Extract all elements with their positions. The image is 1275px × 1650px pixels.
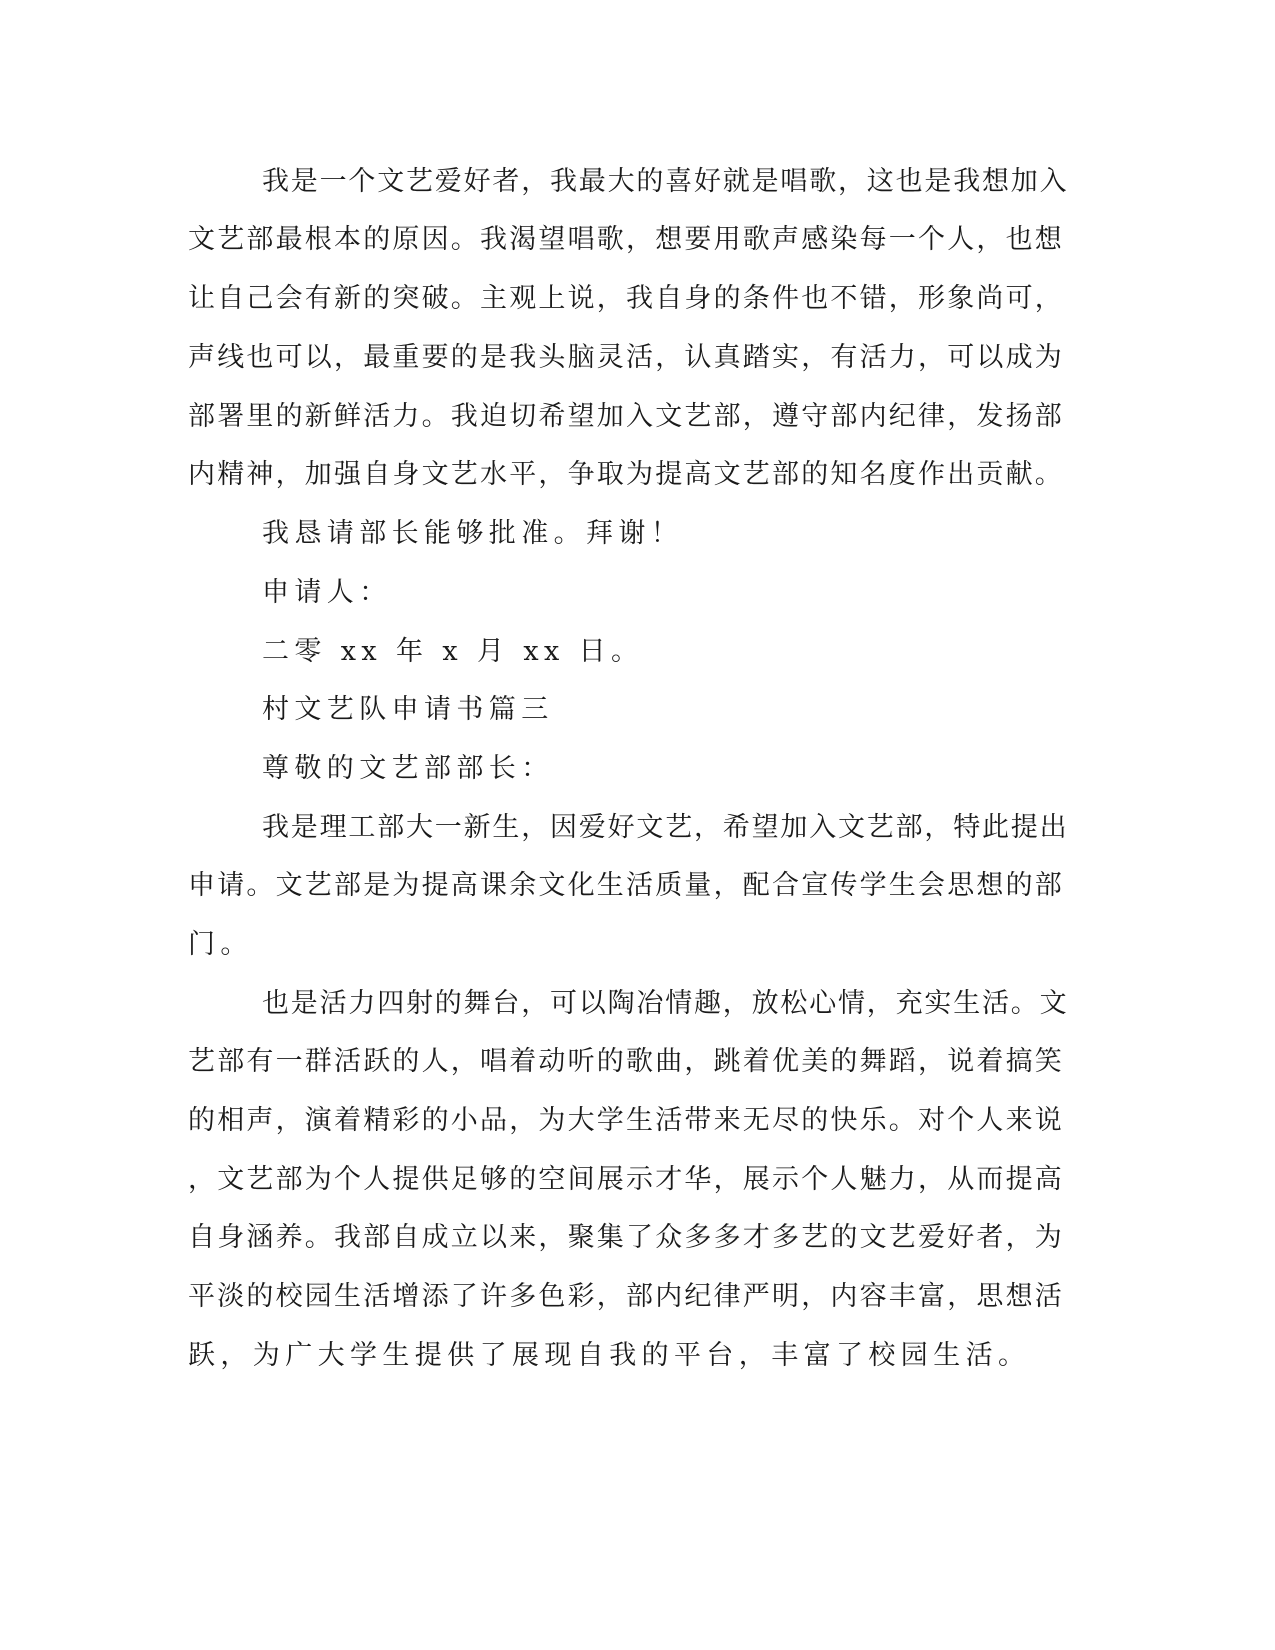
applicant-label: 申请人： [262,577,392,608]
paragraph-line: 我恳请部长能够批准。拜谢！ [262,518,684,549]
paragraph-line: 我是一个文艺爱好者，我最大的喜好就是唱歌，这也是我想加入 [262,166,1069,197]
paragraph-line: 艺部有一群活跃的人，唱着动听的歌曲，跳着优美的舞蹈，说着搞笑 [188,1046,1064,1077]
paragraph-line: 自身涵养。我部自成立以来，聚集了众多多才多艺的文艺爱好者，为 [188,1222,1064,1253]
paragraph-line: ，文艺部为个人提供足够的空间展示才华，展示个人魅力，从而提高 [188,1164,1064,1195]
paragraph-line: 门。 [188,929,253,960]
paragraph-line: 文艺部最根本的原因。我渴望唱歌，想要用歌声感染每一个人，也想 [188,224,1064,255]
paragraph-line: 也是活力四射的舞台，可以陶冶情趣，放松心情，充实生活。文 [262,988,1069,1019]
section-heading: 村文艺队申请书篇三 [262,694,554,725]
paragraph-line: 平淡的校园生活增添了许多色彩，部内纪律严明，内容丰富，思想活 [188,1281,1064,1312]
paragraph-line: 申请。文艺部是为提高课余文化生活质量，配合宣传学生会思想的部 [188,870,1064,901]
paragraph-line: 跃，为广大学生提供了展现自我的平台，丰富了校园生活。 [188,1340,1031,1371]
paragraph-line: 让自己会有新的突破。主观上说，我自身的条件也不错，形象尚可， [188,283,1064,314]
paragraph-line: 内精神，加强自身文艺水平，争取为提高文艺部的知名度作出贡献。 [188,459,1064,490]
paragraph-line: 的相声，演着精彩的小品，为大学生活带来无尽的快乐。对个人来说 [188,1105,1064,1136]
date-line: 二零 xx 年 x 月 xx 日。 [262,636,644,667]
paragraph-line: 部署里的新鲜活力。我迫切希望加入文艺部，遵守部内纪律，发扬部 [188,401,1064,432]
salutation: 尊敬的文艺部部长： [262,753,554,784]
paragraph-line: 我是理工部大一新生，因爱好文艺，希望加入文艺部，特此提出 [262,812,1069,843]
paragraph-line: 声线也可以，最重要的是我头脑灵活，认真踏实，有活力，可以成为 [188,342,1064,373]
